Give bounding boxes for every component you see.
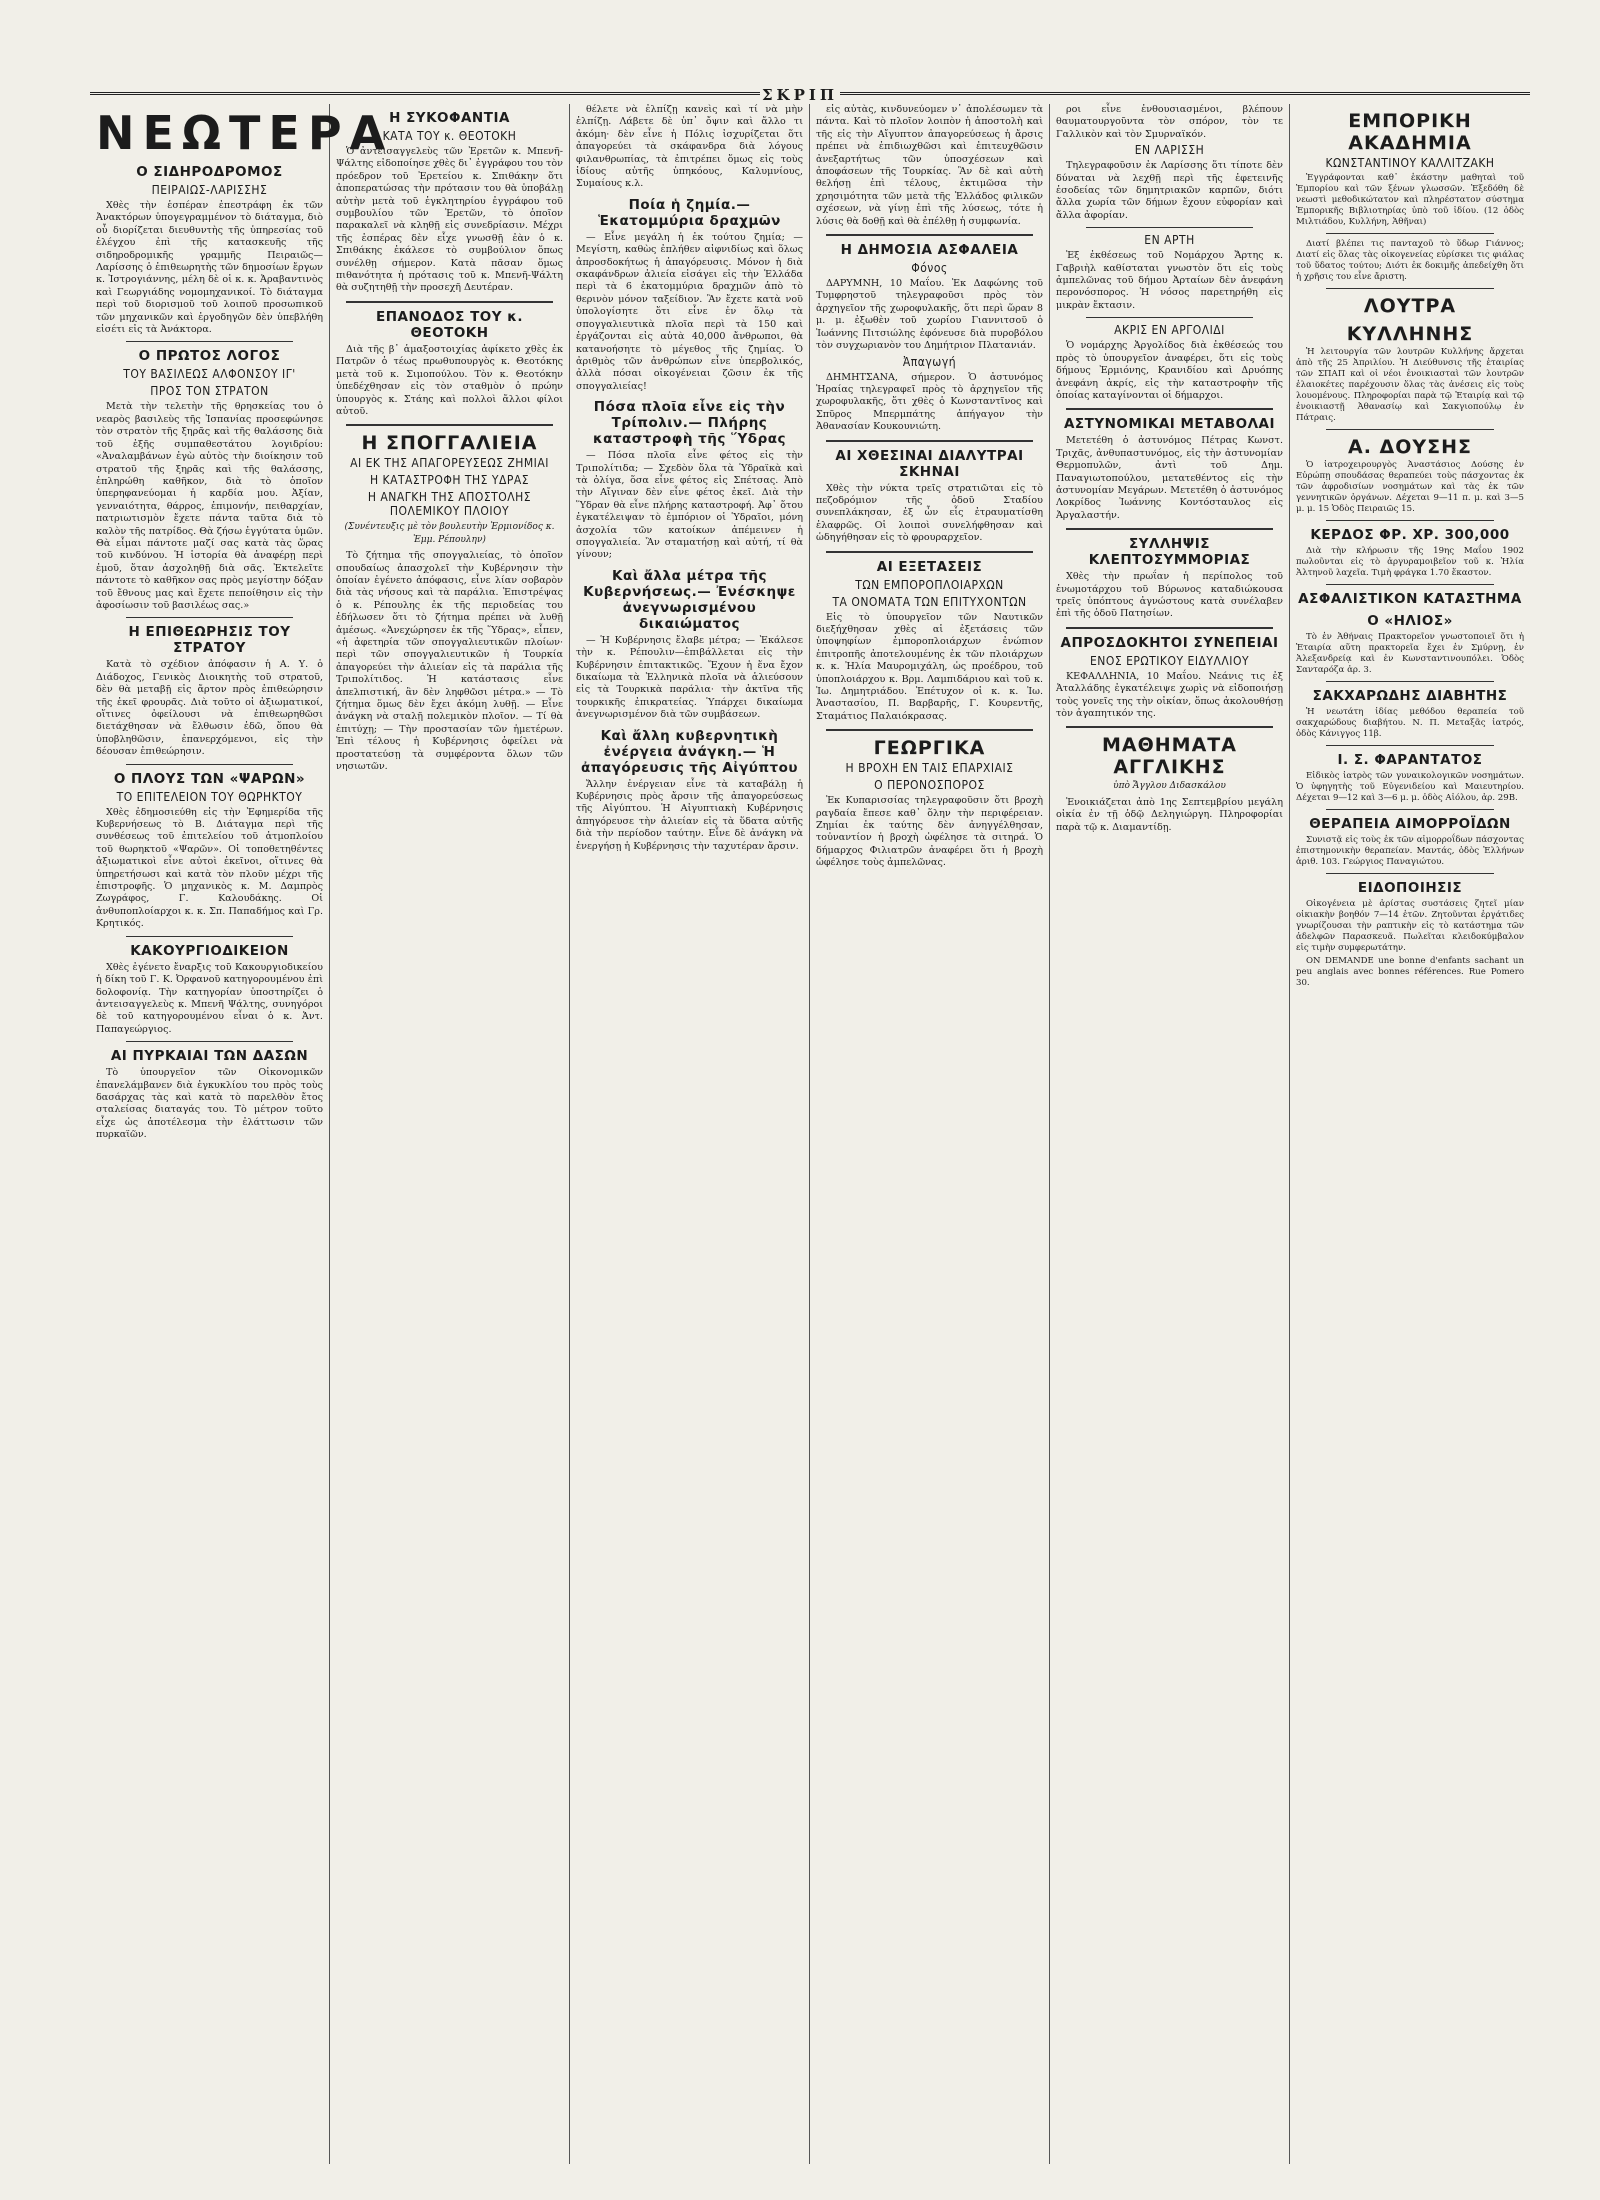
divider (1066, 528, 1273, 530)
divider (1326, 584, 1494, 585)
ad-english-sub: ὑπὸ Ἄγγλου Διδασκάλου (1113, 781, 1226, 792)
article-psara: Χθὲς ἐδημοσιεύθη εἰς τὴν Ἐφημερίδα τῆς Κυβερνήσεως τὸ Β. Διάταγμα περὶ τῆς συνθέσεως τοῦ ἐπιτελείου τοῦ ἀτμοπλοίου τοῦ θωρηκτοῦ «Ψαρῶν». Οἱ τοποθετηθέντες ἀξιωματικοὶ εἶνε αὐτοὶ ἐκεῖνοι, οἵτινες θὰ ὑπηρετήσωσι καὶ κατὰ τὸν πλοῦν μέχρι τῆς ἐπιστροφῆς. Ὁ μηχανικὸς κ. Μ. Δαμπρὸς Ζωγράφος, Γ. Καλουδάκης. Οἱ ἀνθυποπλοίαρχοι κ. κ. Σπ. Παπαδήμος καὶ Γρ. Κρητικός. (96, 806, 323, 930)
divider (1086, 317, 1253, 318)
article-inspection: Κατὰ τὸ σχέδιον ἀπόφασιν ἡ Α. Υ. ὁ Διάδοχος, Γενικὸς Διοικητὴς τοῦ στρατοῦ, δὲν θὰ μεταβῇ εἰς ἄρτον πρὸς ἐπιθεώρησιν τῆς ἐκεῖ φρουρᾶς. Διὰ τοῦτο οἱ ἀξιωματικοί, οἵτινες ὀφείλουσι νὰ ἐπιθεωρηθῶσι διετάχθησαν νὰ ἔλθωσιν ἐδῶ, ὅπου θὰ ὑποβληθῶσιν, ἐπανερχόμενοι, εἰς τὴν δέουσαν ἐπιθεώρησιν. (96, 659, 323, 758)
divider (126, 341, 293, 342)
article-murder: ΔΑΡΥΜΝΗ, 10 Μαΐου. Ἐκ Δαφώνης τοῦ Τυμφρηστοῦ τηλεγραφοῦσι πρὸς τὸν ἀρχηγεῖον τῆς χωροφυλακῆς, ὅτι περὶ ὥραν 8 μ. μ. ἐξωθὲν τοῦ χωρίου Γιαννιτσοῦ ὁ Ἰωάννης Πιτσιώλης ἐφόνευσε διὰ πυροβόλου τὸν συγχωριανὸν του Δημήτριον Πλατανιάν. (816, 278, 1043, 352)
ad-insurance-sub: Ο «ΗΛΙΟΣ» (1367, 613, 1453, 629)
article-railway: Χθὲς τὴν ἑσπέραν ἐπεστράφη ἐκ τῶν Ἀνακτόρων ὑπογεγραμμένον τὸ διάταγμα, διὸ οὗ διορίζεται διευθυντὴς τῆς ὑπηρεσίας τοῦ ἐλέγχου ἐπὶ τῆς κατασκευῆς τῆς σιδηροδρομικῆς γραμμῆς Πειραιῶς—Λαρίσσης ὁ ἐπιθεωρητὴς τῶν δημοσίων ἔργων κ. Ἰστρογιάννης, μέλη δὲ οἱ κ. κ. Ἀραβαντινὸς καὶ Γεωργιάδης νομομηχανικοί. Τὸ διάταγμα περὶ τοῦ διορισμοῦ τοῦ λοιποῦ προσωπικοῦ τῶν μηχανικῶν καὶ ἐργοδηγῶν δὲν ὑπεβλήθη εἰσέτι εἰς τὰ Ἀνάκτορα. (96, 200, 323, 336)
divider (826, 440, 1033, 442)
column-2 (330, 104, 570, 2164)
divider (1066, 408, 1273, 410)
subhead-army: ΠΡΟΣ ΤΟΝ ΣΤΡΑΤΟΝ (150, 384, 269, 399)
article-sponge-fishing: Τὸ ζήτημα τῆς σπογγαλιείας, τὸ ὁποῖον σπουδαίως ἀπασχολεῖ τὴν Κυβέρνησιν τὴν ὁποίαν ἐγένετο ἀπόφασις, εἶνε λίαν σοβαρὸν διὰ τὰς νήσους καὶ τὰ παράλια. Ἐπιστρέψας ὁ κ. Ρέπουλης ἐκ τῆς περιοδείας του ἐδήλωσεν ὅτι τὸ ζήτημα πρέπει νὰ λυθῇ ἀμέσως. «Ἀνεχώρησεν ἐκ τῆς Ὕδρας», εἶπεν, «ἡ ἀφετηρία τῶν σπογγαλιευτικῶν πλοίων· περὶ τῶν σπογγαλιευτικῶν ἡ Τουρκία ἀπαγορεύει τὴν ἁλιείαν εἰς τὰ παράλια τῆς Τριπολίτιδος. Ἡ κατάστασις εἶνε ἀπελπιστική, ἂν δὲν ληφθῶσι μέτρα.» — Τὸ ζήτημα ὅμως δὲν ἔχει ἀκόμη λυθῇ. — Εἶνε ἀνάγκη νὰ σταλῇ πολεμικὸν πλοῖον. — Τί θὰ ἐπιτύχῃ; — Τὴν προστασίαν τῶν ἡμετέρων. Ἐπὶ τέλους ἡ Κυβέρνησις ὀφείλει νὰ προστατεύσῃ τὰ συμφέροντα ὅλων τῶν νησιωτῶν. (336, 550, 563, 773)
subhead-peronospora: Ο ΠΕΡΟΝΟΣΠΟΡΟΣ (874, 778, 985, 793)
divider (346, 301, 553, 303)
subhead-murder: Φόνος (911, 261, 948, 276)
article-boats: — Πόσα πλοῖα εἶνε φέτος εἰς τὴν Τριπολίτιδα; — Σχεδὸν ὅλα τὰ Ὑδραϊκὰ καὶ τὰ ὀλίγα, ὅσα εἶνε φέτος εἰς Σπέτσας. Ἀπὸ τὴν Αἴγιναν δὲν εἶνε φέτος ἐκεῖ. Διὰ τὴν Ὕδραν θὰ εἶνε πλήρης καταστροφή. Ἀφ᾽ ὅτου ἐγκατέλειψαν τὸ ἐμπόριον οἱ Ὑδραῖοι, μόνη ἀσχολία τῶν κατοίκων ἀπέμεινεν ἡ σπογγαλιεία. Ἂν σταματήσῃ καὶ αὐτή, τί θὰ γίνουν; (576, 450, 803, 561)
subhead-psara: ΤΟ ΕΠΙΤΕΛΕΙΟΝ ΤΟΥ ΘΩΡΗΚΤΟΥ (116, 789, 303, 804)
ad-diabetes-body: Ἡ νεωτάτη ἰδίας μεθόδου θεραπεία τοῦ σακχαρώδους διαβήτου. Ν. Π. Μεταξᾶς ἰατρός, ὁδὸς Κάνιγγος 11β. (1296, 707, 1524, 739)
subhead-hydra: Η ΚΑΤΑΣΤΡΟΦΗ ΤΗΣ ΥΔΡΑΣ (369, 473, 530, 488)
article-abduction: ΔΗΜΗΤΣΑΝΑ, σήμερον. Ὁ ἀστυνόμος Ἡραίας τηλεγραφεῖ πρὸς τὸ ἀρχηγεῖον τῆς χωροφυλακῆς, ὅτι χθὲς ὁ Κωνσταντῖνος καὶ Σπῦρος Μπερμπάτης ἀπήγαγον τὴν Ἀθανασίαν Κουκουνιώτη. (816, 371, 1043, 433)
subhead-abduction: Ἀπαγωγή (902, 354, 957, 369)
column-1 (90, 104, 394, 2164)
divider (1066, 726, 1273, 728)
divider (1326, 288, 1494, 289)
subhead-warship: Η ΑΝΑΓΚΗ ΤΗΣ ΑΠΟΣΤΟΛΗΣ ΠΟΛΕΜΙΚΟΥ ΠΛΟΙΟΥ (367, 490, 532, 519)
ad-insurance: ΑΣΦΑΛΙΣΤΙΚΟΝ ΚΑΤΑΣΤΗΜΑ (1298, 591, 1522, 607)
ad-insurance-body: Τὸ ἐν Ἀθήναις Πρακτορεῖον γνωστοποιεῖ ὅτι ἡ Ἑταιρία αὕτη πρακτορεῖα ἔχει ἐν Σμύρνῃ, ἐν Ἀλεξανδρείᾳ καὶ ἐν Κωνσταντινουπόλει. Ὁδὸς Σανταρόζα ἀρ. 3. (1296, 632, 1524, 675)
ad-notices: ΕΙΔΟΠΟΙΗΣΙΣ (1357, 880, 1463, 896)
subhead-railway: ΠΕΙΡΑΙΩΣ-ΛΑΡΙΣΣΗΣ (151, 183, 268, 197)
divider (1326, 745, 1494, 746)
headline-court: ΚΑΚΟΥΡΓΙΟΔΙΚΕΙΟΝ (130, 942, 289, 959)
ad-farantatos-body: Εἰδικὸς ἰατρὸς τῶν γυναικολογικῶν νοσημάτων. Ὁ ὑφηγητὴς τοῦ Εὐγενιδείου καὶ Μαιευτηρίου. Δέχεται 9—12 καὶ 3—6 μ. μ. ὁδὸς Αἰόλου, ἀρ. 29Β. (1296, 771, 1524, 803)
divider (826, 234, 1033, 236)
subhead-damages: ΑΙ ΕΚ ΤΗΣ ΑΠΑΓΟΡΕΥΣΕΩΣ ΖΗΜΙΑΙ (350, 456, 549, 471)
headline-exams: ΑΙ ΕΞΕΤΑΣΕΙΣ (876, 558, 983, 575)
article-continued: εἰς αὐτὰς, κινδυνεύομεν ν᾽ ἀπολέσωμεν τὰ πάντα. Καὶ τὸ πλοῖον λοιπὸν ἡ ἀποστολὴ καὶ τῆς εἰς τὴν Αἴγυπτον ἀπαγορεύσεως ἡ ἄρσις πρέπει νὰ ἐπιδιωχθῶσι καὶ ἐπιτευχθῶσιν ἀνεξαρτήτως τῶν ὑποσχέσεων καὶ ἀποφάσεων τῆς Τουρκίας. Ἂν δὲ καὶ αὐτὴ θελήσῃ ἐπὶ τέλους, ἐκτιμῶσα τὴν χρησιμότητα τῶν μετὰ τῆς Ἑλλάδος φιλικῶν σχέσεων, νὰ γίνῃ ἐπὶ τῆς λύσεως, τότε ἡ λύσις θὰ δοθῇ καὶ θὰ ἐπέλθῃ ἡ συμφωνία. (816, 104, 1043, 227)
divider (126, 764, 293, 765)
subhead-theotokis: ΚΑΤΑ ΤΟΥ κ. ΘΕΟΤΟΚΗ (382, 129, 517, 143)
divider (1326, 233, 1494, 234)
ad-academy-sub: ΚΩΝΣΤΑΝΤΙΝΟΥ ΚΑΛΛΙΤΖΑΚΗ (1325, 156, 1495, 170)
headline-inspection: Η ΕΠΙΘΕΩΡΗΣΙΣ ΤΟΥ ΣΤΡΑΤΟΥ (128, 624, 291, 657)
banner-title: ΝΕΩΤΕΡΑ (96, 106, 394, 160)
ad-academy-body: Ἐγγράφονται καθ᾽ ἑκάστην μαθηταὶ τοῦ Ἐμπορίου καὶ τῶν ξένων γλωσσῶν. Ἐξεδόθη δὲ νεωστὶ μεθοδικώτατον καὶ πληρέστατον σύστημα Ἐμπορικῆς Βιβλιοτηρίας ὑπὸ τοῦ ἰδίου. (12 ὁδὸς Μιλτιάδου, Κυλλήνη, Ἀθῆναι) (1296, 173, 1524, 227)
subhead-captains: ΤΩΝ ΕΜΠΟΡΟΠΛΟΙΑΡΧΩΝ (855, 577, 1004, 592)
article-first-speech: Μετὰ τὴν τελετὴν τῆς θρησκείας του ὁ νεαρὸς βασιλεὺς τῆς Ἱσπανίας προσεφώνησε τὸν στρατὸν τῆς ξηρᾶς καὶ τῆς θαλάσσης διὰ τοῦ ἑξῆς συμπαθεστάτου λογιδρίου: «Ἀναλαμβάνων ἐγὼ αὐτὸς τὴν διοίκησιν τοῦ στρατοῦ τῆς ξηρᾶς καὶ τῆς θαλάσσης, ἐπληρώθη καθῆκον, διὰ τὸ ὁποῖον ὑπερηφανεύομαι ἡ καρδία μου. Ἀξίαν, γενναιότητα, θάρρος, ἐπιμονήν, πειθαρχίαν, πατριωτισμὸν ἔχετε πάντα ταῦτα διὰ τὸ καλὸν τῆς πατρίδος. Θὰ ζήσω ἐγγύτατα ὑμῶν. Θὰ εἶμαι πάντοτε μαζί σας κατὰ τὰς ὥρας τοῦ κινδύνου. Ἡ ἱστορία θὰ ἀναφέρῃ περὶ ἐμοῦ, ὅταν ἀσχοληθῇ διὰ σᾶς. Ἐκτελεῖτε πάντοτε τὸ καθῆκον σας πρὸς μεγίστην δόξαν τοῦ ἔθνους μας καὶ ἔχετε πεποίθησιν εἰς τὴν ἀφοσίωσιν τοῦ βασιλέως σας.» (96, 401, 323, 611)
headline-scenes: ΑΙ ΧΘΕΣΙΝΑΙ ΔΙΑΛΥΤΡΑΙ ΣΚΗΝΑΙ (835, 447, 1024, 480)
divider (126, 617, 293, 618)
ad-baths: ΛΟΥΤΡΑ (1363, 295, 1457, 317)
headline-sponge-fishing: Η ΣΠΟΓΓΑΛΙΕΙΑ (361, 432, 538, 455)
article-locust: Ὁ νομάρχης Ἀργολίδος διὰ ἐκθέσεώς του πρὸς τὸ ὑπουργεῖον ἀναφέρει, ὅτι εἰς τοὺς δήμους Ἐρμιόνης, Κρανιδίου καὶ Δρυόπης ἀνεφάνη ἀκρίς, εἰς τὴν καταστροφὴν τῆς ὁποίας καταγίνονται οἱ δήμαρχοι. (1056, 340, 1283, 401)
article-larissa: Τηλεγραφοῦσιν ἐκ Λαρίσσης ὅτι τίποτε δὲν δύναται νὰ λεχθῇ περὶ τῆς ἐφετεινῆς ἐσοδείας τῶν δημητριακῶν καρπῶν, διότι ἄλλα χωρία τῶν δήμων ἔχουν εὐφορίαν καὶ ἄλλα ἀφορίαν. (1056, 160, 1283, 221)
ad-farantatos: Ι. Σ. ΦΑΡΑΝΤΑΤΟΣ (1337, 752, 1483, 768)
divider (346, 424, 553, 426)
article-damage: — Εἶνε μεγάλη ἡ ἐκ τούτου ζημία; — Μεγίστη, καθὼς ἐπλήθεν αἰφνιδίως καὶ ὅλως ἀπροσδοκήτως ἡ ἀπαγόρευσις. Μόνον ἡ διὰ σκαφάνδρων ἁλιεία εἰσάγει εἰς τὴν Ἑλλάδα περὶ τὰ 6 ἑκατομμύρια δραχμῶν ἀπὸ τὸ θερινὸν μόνον ταξείδιον. Ἂν ἔχετε κατὰ νοῦ ὑπολογίσητε ὅτι εἶνε ἐν ὅλῳ τὰ σπογγαλιευτικὰ πλοῖα περὶ τὰ 150 καὶ ἐργάζονται εἰς αὐτὰ 40,000 ἄνθρωποι, θὰ κατανοήσητε τὸ μέγεθος τῆς ζημίας. Ὁ ἀριθμὸς τῶν ἀνθρώπων εἶνε ὑπερβολικός, ἀλλὰ πόσαι οἰκογένειαι ζῶσιν ἐκ τῆς σπογγαλιείας! (576, 231, 803, 392)
headline-return: ΕΠΑΝΟΔΟΣ ΤΟΥ κ. ΘΕΟΤΟΚΗ (376, 308, 523, 341)
divider (1326, 429, 1494, 430)
ad-baths-body: Ἡ λειτουργία τῶν λουτρῶν Κυλλήνης ἄρχεται ἀπὸ τῆς 25 Ἀπριλίου. Ἡ Διεύθυνσις τῆς ἑταιρίας τῶν ΣΠΑΠ καὶ οἱ νέοι ἐνοικιασταὶ τῶν λουτρῶν ἐλαιοκέτες παρέχουσιν ὅλας τὰς ἀνέσεις εἰς τοὺς λουομένους. Πληροφορίαι παρὰ τῷ Ἑταιρίᾳ καὶ τῷ ἐνοικιαστῇ Ἀθανασίῳ καὶ Σακγιοπούλῳ ἐν Πάτραις. (1296, 347, 1524, 423)
masthead (0, 0, 1600, 104)
divider (1326, 809, 1494, 810)
article-agriculture: Ἐκ Κυπαρισσίας τηλεγραφοῦσιν ὅτι βροχὴ ραγδαία ἔπεσε καθ᾽ ὅλην τὴν περιφέρειαν. Ζημίαι ἐκ ταύτης δὲν ἀνηγγέλθησαν, τοὐναντίον ἡ βροχὴ ὠφέλησε τὰ σιτηρά. Ὁ δήμαρχος Φιλιατρῶν ἀναφέρει ὅτι ἡ βροχὴ ὠφέλησε τοὺς ἀμπελῶνας. (816, 795, 1043, 869)
headline-psara: Ο ΠΛΟΥΣ ΤΩΝ «ΨΑΡΩΝ» (113, 770, 306, 787)
ad-lottery-body: Διὰ τὴν κλήρωσιν τῆς 19ης Μαΐου 1902 πωλοῦνται εἰς τὸ ἀργυραμοιβεῖον τοῦ κ. Ἠλία Ἀλτηνοῦ λαχεῖα. Τιμὴ φράγκα 1.70 ἕκαστον. (1296, 546, 1524, 578)
subhead-alfonso: ΤΟΥ ΒΑΣΙΛΕΩΣ ΑΛΦΟΝΣΟΥ ΙΓ' (123, 367, 296, 382)
ad-notices-footer: ON DEMANDE une bonne d'enfants sachant un peu anglais avec bonnes références. Rue Pomero 30. (1296, 956, 1524, 988)
divider (1326, 681, 1494, 682)
headline-railway: Ο ΣΙΔΗΡΟΔΡΟΜΟΣ (136, 164, 283, 180)
divider (826, 729, 1033, 731)
divider (1326, 873, 1494, 874)
headline-gang-arrest: ΣΥΛΛΗΨΙΣ ΚΛΕΠΤΟΣΥΜΜΟΡΙΑΣ (1088, 536, 1251, 569)
divider (1086, 227, 1253, 228)
article-measures: — Ἡ Κυβέρνησις ἔλαβε μέτρα; — Ἐκάλεσε τὴν κ. Ρέπουλιν—ἐπιβάλλεται εἰς τὴν Κυβέρνησιν ἐπιτακτικῶς. Ἔχουν ἡ ἕνα ἔχον δικαίωμα τὰ Ἑλληνικὰ πλοῖα νὰ ἁλιεύσουν εἰς τὰ Τουρκικὰ παράλια· τὴν ἀκτῖνα τῆς τουρκικῆς ἐπικρατείας. Ὑπάρχει δικαίωμα ἀνεγνωρισμένον διὰ τῶν συμβάσεων. (576, 634, 803, 721)
ad-hemorrhoids: ΘΕΡΑΠΕΙΑ ΑΙΜΟΡΡΟΪΔΩΝ (1309, 816, 1511, 832)
subhead-government-measures: Καὶ ἄλλα μέτρα τῆς Κυβερνήσεως.— Ἐνέσκηψε ἀνεγνωρισμένου δικαιώματος (583, 567, 796, 632)
article-scenes: Χθὲς τὴν νύκτα τρεῖς στρατιῶται εἰς τὸ πεζοδρόμιον τῆς ὁδοῦ Σταδίου συνεπλάκησαν, ἐξ ὧν εἷς ἐτραυματίσθη ἐλαφρῶς. Οἱ λοιποὶ συνελήφθησαν καὶ ὡδηγήθησαν εἰς τὸ φρουραρχεῖον. (816, 482, 1043, 544)
ad-diabetes: ΣΑΚΧΑΡΩΔΗΣ ΔΙΑΒΗΤΗΣ (1312, 688, 1508, 704)
article-slander: Ὁ ἀντεισαγγελεὺς τῶν Ἐρετῶν κ. Μπενῆ-Ψάλτης εἰδοποίησε χθὲς δι᾽ ἐγγράφου του τὸν πρόεδρον τοῦ Ἐρετείου κ. Σπιθάκην ὅτι ἀποπερατώσας τὴν πρότασιν του θὰ ὑποβάλῃ αὐτὴν μετὰ τοῦ ἐγκλητηρίου ἐγγράφου τοῦ συμβουλίου τῶν Ἐρετῶν, τὸ ὁποῖον παρακαλεῖ νὰ κληθῇ εἰς συνεδρίασιν. Μέχρι τῆς ἑσπέρας δὲν εἶχε γνωσθῇ ἐὰν ὁ κ. Σπιθάκης ἐκάλεσε τὸ συμβούλιον ὅπως συνέλθῃ σήμερον. Κατὰ πᾶσαν ὅμως πιθανότητα ἡ πρότασις τοῦ κ. Μπενῆ-Ψάλτη θὰ συζητηθῇ τὴν προσεχῆ Δευτέραν. (336, 146, 563, 294)
headline-larissa: ΕΝ ΛΑΡΙΣΣΗ (1134, 143, 1205, 158)
subhead-rain: Η ΒΡΟΧΗ ΕΝ ΤΑΙΣ ΕΠΑΡΧΙΑΙΣ (845, 761, 1014, 776)
article-police-changes: Μετετέθη ὁ ἀστυνόμος Πέτρας Κωνστ. Τριχᾶς, ἀνθυπαστυνόμος, εἰς τὴν ἀστυνομίαν Θερμοπυλῶν, ἀντὶ τοῦ Δημ. Παναγιωτοπούλου, μετατεθέντος εἰς τὴν ἀστυνομίαν Μεγάρων. Μετετέθη ὁ ἀστυνόμος Λοκρίδος Ἰωάννης Κοντόσταυλος εἰς Ἀργαλαστήν. (1056, 435, 1283, 521)
subhead-successful: ΤΑ ΟΝΟΜΑΤΑ ΤΩΝ ΕΠΙΤΥΧΟΝΤΩΝ (832, 594, 1027, 609)
headline-locust: ΑΚΡΙΣ ΕΝ ΑΡΓΟΛΙΔΙ (1114, 323, 1225, 338)
divider (826, 551, 1033, 553)
headline-public-safety: Η ΔΗΜΟΣΙΑ ΑΣΦΑΛΕΙΑ (840, 242, 1019, 259)
article-return: Διὰ τῆς β᾽ ἁμαξοστοιχίας ἀφίκετο χθὲς ἐκ Πατρῶν ὁ τέως πρωθυπουργὸς κ. Θεοτόκης μετὰ τοῦ κ. Σιμοπούλου. Τὸν κ. Θεοτόκην ὑπεδέχθησαν εἰς τὸν σταθμὸν ὁ πρώην ὑπουργὸς κ. Στάης καὶ πολλοὶ ἄλλοι φίλοι αὐτοῦ. (336, 343, 563, 417)
headline-first-speech: Ο ΠΡΩΤΟΣ ΛΟΓΟΣ (138, 348, 281, 365)
divider (126, 936, 293, 937)
headline-arta: ΕΝ ΑΡΤΗ (1144, 233, 1195, 248)
ad-english-body: Ἐνοικιάζεται ἀπὸ 1ης Σεπτεμβρίου μεγάλη οἰκία ἐν τῇ ὁδῷ Δεληγιώργη. Πληροφορίαι παρὰ τῷ κ. Διαμαντίδῃ. (1056, 796, 1283, 833)
divider (1066, 627, 1273, 629)
newspaper-page (90, 104, 1530, 2164)
headline-agriculture: ΓΕΩΡΓΙΚΑ (873, 737, 986, 760)
ad-notices-body: Οἰκογένεια μὲ ἀρίστας συστάσεις ζητεῖ μίαν οἰκιακὴν βοηθόν 7—14 ἐτῶν. Ζητοῦνται ἐργάτιδες γνωρίζουσαι τὴν ραπτικὴν εἰς τὸ κατάστημα τῶν ἀδελφῶν Παρασκευᾶ. Πωλεῖται κλειδοκύμβαλον εἰς τιμὴν συμφερωτάτην. (1296, 899, 1524, 953)
article-continued: ροι εἶνε ἐνθουσιασμένοι, βλέπουν θαυματουργοῦντα τὸν σπόρον, τὸν τε Γαλλικὸν καὶ τὸν Σμυρναϊκόν. (1056, 104, 1283, 140)
article-continued: θέλετε νὰ ἐλπίζῃ κανεὶς καὶ τί νὰ μὴν ἐλπίζῃ. Λάβετε δὲ ὑπ᾽ ὄψιν καὶ ἄλλο τι ἀκόμη· δὲν εἶνε ἡ Πόλις ἰσχυρίζεται ὅτι ἀπαγορεύει τὰ σκάφανδρα διὰ λόγους φιλανθρωπίας, τὰ ἐπιτρέπει ὅμως εἰς τοὺς ἰδίους αὐτῆς ὑπηκόους, Καλυμνίους, Συμαίους κ.λ. (576, 104, 803, 190)
subhead-egypt-ban: Καὶ ἄλλη κυβερνητικὴ ἐνέργεια ἀνάγκη.— Ἡ ἀπαγόρευσις τῆς Αἰγύπτου (580, 727, 799, 776)
ad-english-lessons: ΜΑΘΗΜΑΤΑ ΑΓΓΛΙΚΗΣ (1102, 734, 1237, 779)
column-4 (810, 104, 1050, 2164)
headline-forest-fires: ΑΙ ΠΥΡΚΑΙΑΙ ΤΩΝ ΔΑΣΩΝ (110, 1048, 309, 1065)
column-3 (570, 104, 810, 2164)
article-arta: Ἐξ ἐκθέσεως τοῦ Νομάρχου Ἄρτης κ. Γαβριὴλ καθίσταται γνωστὸν ὅτι εἰς τοὺς ἀμπελῶνας τοῦ δήμου Ἀρταίων δὲν ἀνεφάνη περονόσπορος. Ἡ νόσος παρετηρήθη εἰς μικρὰν ἔκτασιν. (1056, 250, 1283, 311)
divider (1326, 520, 1494, 521)
ad-baths-sub: ΚΥΛΛΗΝΗΣ (1346, 323, 1474, 345)
paper-name: ΣΚΡΙΠ (761, 86, 839, 104)
ad-dousis: Α. ΔΟΥΣΗΣ (1347, 436, 1472, 458)
ad-hemorrhoids-body: Συνιστᾷ εἰς τοὺς ἐκ τῶν αἱμορροΐδων πάσχοντας ἐπιστημονικὴν θεραπείαν. Μαντάς, ὁδὸς Ἑλλήνων ἀριθ. 103. Γεώργιος Παναγιώτου. (1296, 835, 1524, 867)
column-5 (1050, 104, 1290, 2164)
divider (126, 1041, 293, 1042)
subhead-damage-millions: Ποία ἡ ζημία.— Ἑκατομμύρια δραχμῶν (598, 196, 781, 229)
interview-note: (Συνέντευξις μὲ τὸν βουλευτὴν Ἑρμιονίδος κ. Ἐμμ. Ρέπουλην) (344, 522, 555, 545)
ad-lottery: ΚΕΡΔΟΣ ΦΡ. ΧΡ. 300,000 (1310, 527, 1510, 543)
headline-police-changes: ΑΣΤΥΝΟΜΙΚΑΙ ΜΕΤΑΒΟΛΑΙ (1063, 416, 1276, 433)
ad-dousis-body: Ὁ ἰατροχειρουργὸς Ἀναστάσιος Δούσης ἐν Εὐρώπῃ σπουδάσας θεραπεύει τοὺς πάσχοντας ἐκ τῶν ἀφροδισίων νοσημάτων καὶ τὰς ἐκ τῶν γεννητικῶν ὀργάνων. Δέχεται 9—11 π. μ. καὶ 3—5 μ. μ. 15 Ὁδὸς Πειραιῶς 15. (1296, 460, 1524, 514)
ad-commercial-academy: ΕΜΠΟΡΙΚΗ ΑΚΑΔΗΜΙΑ (1348, 110, 1472, 154)
headline-consequences: ΑΠΡΟΣΔΟΚΗΤΟΙ ΣΥΝΕΠΕΙΑΙ (1060, 634, 1279, 651)
article-consequences: ΚΕΦΑΛΛΗΝΙΑ, 10 Μαΐου. Νεάνις τις ἐξ Ἀταλλάδης ἐγκατέλειψε χωρὶς νὰ εἰδοποιήσῃ τοὺς γονεῖς της τὴν οἰκίαν, ὅπως ἀκολουθήσῃ τὸν ἀγαπητικόν της. (1056, 670, 1283, 719)
article-court: Χθὲς ἐγένετο ἔναρξις τοῦ Κακουργιοδικείου ἡ δίκη τοῦ Γ. Κ. Ὀρφανοῦ κατηγορουμένου ἐπὶ δολοφονίᾳ. Τὴν κατηγορίαν ὑποστηρίζει ὁ ἀντεισαγγελεὺς κ. Μπενῆ Ψάλτης, συνηγόροι δὲ τοῦ κατηγορουμένου εἶναι ὁ κ. Ἀντ. Παπαγεώργιος. (96, 961, 323, 1035)
ad-water-body: Διατί βλέπει τις πανταχοῦ τὸ ὕδωρ Γιάννος; Διατί εἰς ὅλας τὰς οἰκογενείας εὑρίσκει τις φιάλας τοῦ ὕδατος τούτου; Διότι ἐκ δοκιμῆς ἀπεδείχθη ὅτι ἡ χρῆσις του εἶνε ἄριστη. (1296, 239, 1524, 282)
article-exams: Εἰς τὸ ὑπουργεῖον τῶν Ναυτικῶν διεξήχθησαν χθὲς αἱ ἐξετάσεις τῶν ὑποψηφίων ἐμποροπλοιάρχων ἐνώπιον ἐπιτροπῆς ἀποτελουμένης ἐκ τῶν πλοιάρχων κ. κ. Ἠλία Μαυρομιχάλη, ὡς προέδρου, τοῦ ὑποπλοιάρχου κ. Βρμ. Λαμπιδάριου καὶ τοῦ κ. Ἰω. Δημητριάδου. Ἐπέτυχον οἱ κ. κ. Ἰω. Ἀναστασίου, Π. Βαρβαρῆς, Γ. Κουρεντῆς, Σταμάτιος Παλαιόκρασας. (816, 611, 1043, 722)
subhead-boats-tripoli: Πόσα πλοῖα εἶνε εἰς τὴν Τρίπολιν.— Πλήρης καταστροφὴ τῆς Ὕδρας (592, 399, 787, 448)
article-gang-arrest: Χθὲς τὴν πρωΐαν ἡ περίπολος τοῦ ἐνωμοτάρχου τοῦ Βύρωνος καταδιώκουσα τρεῖς ὑπόπτους ἀγνώστους κατὰ συνέλαβεν ἐπὶ τῆς ὁδοῦ Πατησίων. (1056, 571, 1283, 620)
column-6 (1290, 104, 1530, 2164)
article-forest-fires: Τὸ ὑπουργεῖον τῶν Οἰκονομικῶν ἐπανελάμβανεν διὰ ἐγκυκλίου του πρὸς τοὺς δασάρχας τὰς καὶ κατὰ τὸ παρελθὸν ἔτος σταλείσας διαταγάς του. Τὸ μέτρον τοῦτο εἶχε ὡς ἀποτέλεσμα τὴν ἐλάττωσιν τῶν πυρκαϊῶν. (96, 1067, 323, 1141)
headline-slander: Η ΣΥΚΟΦΑΝΤΙΑ (389, 110, 510, 126)
subhead-idyll: ΕΝΟΣ ΕΡΩΤΙΚΟΥ ΕΙΔΥΛΛΙΟΥ (1089, 653, 1250, 668)
article-egypt: Ἄλλην ἐνέργειαν εἶνε τὰ καταβάλῃ ἡ Κυβέρνησις πρὸς ἄρσιν τῆς ἀπαγορεύσεως τῆς Αἰγύπτου. Ἡ Αἰγυπτιακὴ Κυβέρνησις ἀπηγόρευσε τὴν ἁλιείαν εἰς τὰ ὕδατα αὐτῆς διὰ τὴν περίοδον ταύτην. Εἶνε δὲ ἀνάγκη νὰ ἐνεργήσῃ ἡ Κυβέρνησις τὴν ταχυτέραν ἄρσιν. (576, 778, 803, 852)
